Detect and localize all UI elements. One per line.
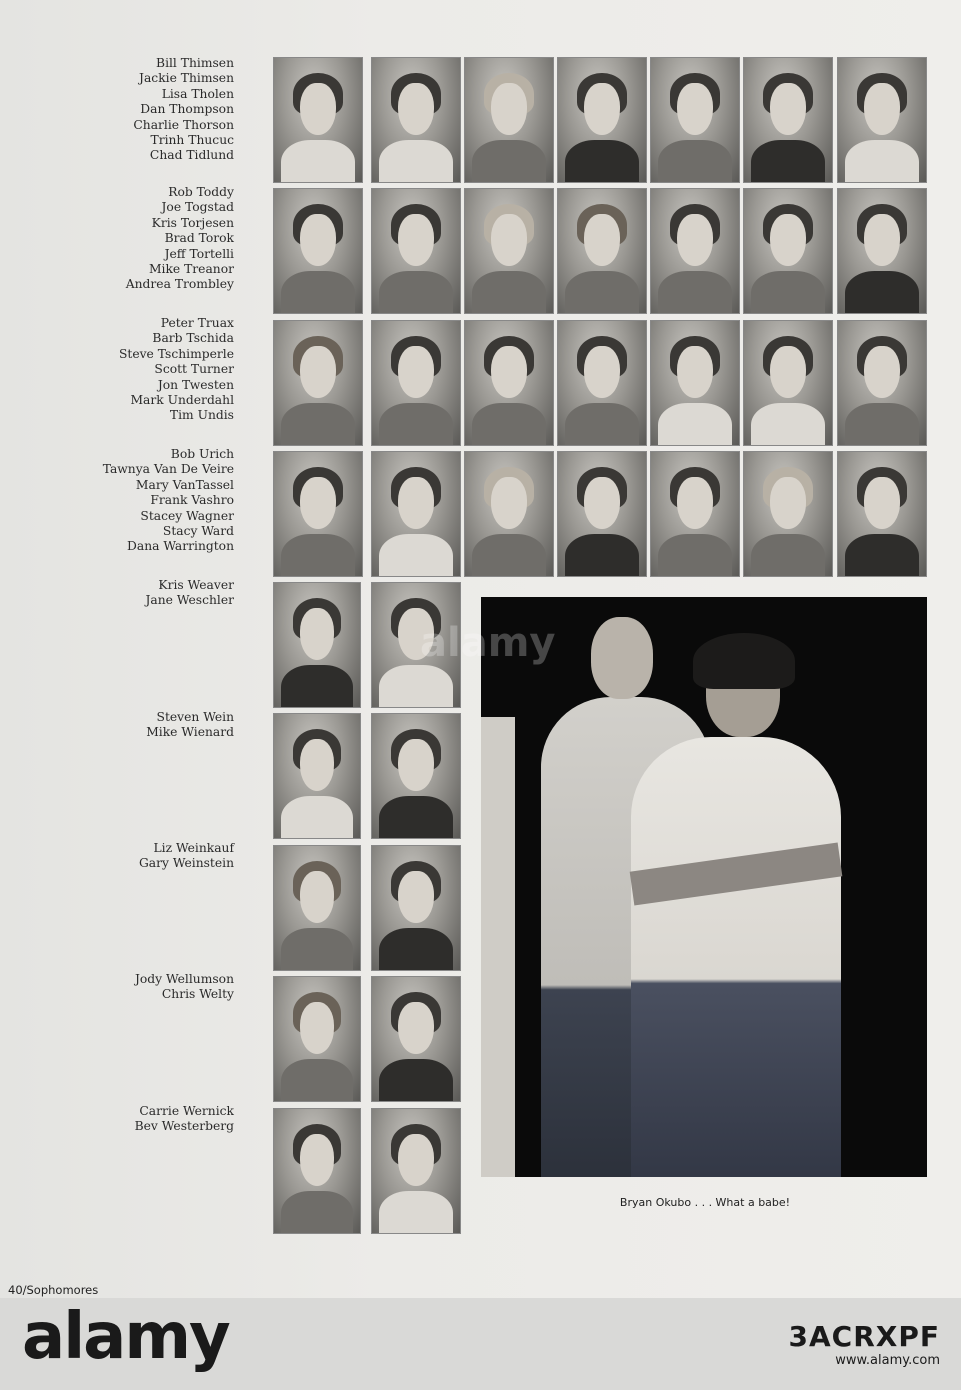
portrait-face [584,83,619,135]
portrait-body [845,534,919,577]
student-name: Rob Toddy [168,185,234,199]
portrait-body [281,271,355,314]
portrait-face [398,739,433,791]
student-name: Carrie Wernick [139,1104,234,1118]
student-name: Bob Urich [170,447,234,461]
student-portrait [273,451,363,577]
student-name: Lisa Tholen [161,86,234,101]
student-name: Mark Underdahl [130,393,234,408]
student-name: Chris Welty [161,987,234,1002]
portrait-body [379,665,453,708]
student-name: Steve Tschimperle [118,346,234,361]
student-portrait [464,57,554,183]
feature-photo [481,597,927,1177]
arm-silhouette [481,717,515,1177]
student-portrait [650,57,740,183]
portrait-body [845,403,919,446]
student-portrait [837,188,927,314]
student-name: Bev Westerberg [134,1119,234,1134]
student-portrait [837,57,927,183]
student-portrait [371,57,461,183]
student-name: Barb Tschida [152,331,234,346]
student-name: Mary VanTassel [135,477,234,492]
portrait-body [281,1059,353,1102]
student-name: Steven Wein [156,710,234,724]
portrait-face [300,871,334,923]
portrait-body [472,271,546,314]
portrait-face [677,214,712,266]
student-portrait [273,188,363,314]
name-group-1 [40,56,234,164]
portrait-body [751,271,825,314]
watermark-info [730,1320,940,1368]
student-name: Jeff Tortelli [164,246,234,261]
portrait-body [751,534,825,577]
portrait-face [677,346,712,398]
student-name: Mike Wienard [146,725,234,740]
portrait-body [281,796,353,839]
portrait-face [864,346,899,398]
portrait-body [565,140,639,183]
portrait-body [281,403,355,446]
portrait-face [300,608,334,660]
student-name: Stacey Wagner [140,508,234,523]
student-head [591,617,653,699]
student-name: Frank Vashro [150,493,234,508]
portrait-body [565,271,639,314]
portrait-body [379,928,453,971]
portrait-face [398,871,433,923]
portrait-body [658,271,732,314]
student-portrait [273,320,363,446]
name-group-9 [40,1104,234,1135]
portrait-body [658,534,732,577]
portrait-body [379,534,453,577]
portrait-face [491,83,526,135]
portrait-body [379,1059,453,1102]
portrait-face [300,1134,334,1186]
portrait-body [845,140,919,183]
portrait-body [281,1191,353,1234]
student-portrait [557,57,647,183]
portrait-face [398,214,433,266]
portrait-face [491,477,526,529]
portrait-face [584,346,619,398]
portrait-body [658,403,732,446]
student-name: Joe Togstad [161,200,234,215]
student-figure [631,737,841,1177]
portrait-body [472,403,546,446]
student-portrait [743,57,833,183]
portrait-face [770,83,805,135]
portrait-face [300,1002,334,1054]
portrait-face [677,83,712,135]
portrait-body [379,403,453,446]
student-portrait [650,451,740,577]
portrait-face [770,477,805,529]
portrait-face [398,1002,433,1054]
student-portrait [557,188,647,314]
portrait-body [472,534,546,577]
portrait-face [398,1134,433,1186]
portrait-face [864,83,899,135]
portrait-face [770,214,805,266]
portrait-face [300,214,335,266]
portrait-face [584,214,619,266]
portrait-body [565,403,639,446]
portrait-body [281,534,355,577]
portrait-body [379,271,453,314]
watermark-ghost: alamy [420,620,556,666]
name-group-6 [40,710,234,741]
student-portrait [371,188,461,314]
photo-caption: Bryan Okubo . . . What a babe! [619,1196,791,1209]
watermark-url: www.alamy.com [835,1353,940,1368]
student-name: Scott Turner [154,362,234,377]
student-name: Andrea Trombley [125,277,234,292]
student-portrait [371,1108,461,1234]
student-name: Brad Torok [164,231,234,246]
student-portrait [743,451,833,577]
student-portrait [464,320,554,446]
portrait-face [300,83,335,135]
portrait-body [281,665,353,708]
portrait-face [300,346,335,398]
student-name: Dan Thompson [140,102,234,117]
student-hair [693,633,795,689]
student-name: Mike Treanor [148,262,234,277]
student-portrait [273,713,361,839]
student-name: Stacy Ward [162,524,234,539]
portrait-body [845,271,919,314]
student-name: Liz Weinkauf [153,841,234,855]
portrait-face [398,346,433,398]
portrait-face [491,214,526,266]
portrait-face [300,477,335,529]
name-group-2 [40,185,234,293]
portrait-body [751,403,825,446]
student-name: Jody Wellumson [134,972,234,986]
student-portrait [650,320,740,446]
student-name: Dana Warrington [127,539,234,554]
portrait-body [472,140,546,183]
student-portrait [273,57,363,183]
student-portrait [464,188,554,314]
student-portrait [837,320,927,446]
portrait-body [281,928,353,971]
watermark-logo: alamy [22,1300,229,1374]
student-portrait [273,582,361,708]
portrait-body [379,140,453,183]
portrait-body [379,1191,453,1234]
portrait-face [677,477,712,529]
watermark-image-id: 3ACRXPF [788,1320,940,1353]
student-portrait [650,188,740,314]
student-portrait [273,976,361,1102]
student-name: Tawnya Van De Veire [102,462,234,477]
portrait-face [584,477,619,529]
student-name: Jane Weschler [145,593,234,608]
student-name: Trinh Thucuc [150,133,234,148]
name-group-4 [40,447,234,555]
student-portrait [371,845,461,971]
student-portrait [557,451,647,577]
name-group-5 [40,578,234,609]
student-portrait [743,320,833,446]
portrait-face [398,608,433,660]
student-name: Bill Thimsen [156,56,234,70]
portrait-body [281,140,355,183]
portrait-body [751,140,825,183]
student-portrait [371,713,461,839]
portrait-body [658,140,732,183]
name-group-8 [40,972,234,1003]
student-portrait [273,845,361,971]
student-portrait [371,451,461,577]
student-portrait [837,451,927,577]
portrait-face [864,214,899,266]
portrait-body [379,796,453,839]
portrait-face [770,346,805,398]
portrait-face [491,346,526,398]
portrait-face [864,477,899,529]
name-group-7 [40,841,234,872]
page-folio: 40/Sophomores [8,1283,99,1297]
student-name: Charlie Thorson [133,117,234,132]
student-name: Kris Torjesen [151,215,234,230]
portrait-face [300,739,334,791]
student-portrait [371,976,461,1102]
name-group-3 [40,316,234,424]
student-name: Gary Weinstein [138,856,234,871]
portrait-face [398,477,433,529]
student-portrait [371,320,461,446]
student-name: Chad Tidlund [149,148,234,163]
student-name: Kris Weaver [158,578,234,592]
student-name: Tim Undis [169,408,234,423]
student-portrait [743,188,833,314]
portrait-body [565,534,639,577]
student-portrait [557,320,647,446]
student-portrait [464,451,554,577]
student-portrait [273,1108,361,1234]
portrait-face [398,83,433,135]
student-name: Jon Twesten [157,377,234,392]
student-name: Peter Truax [160,316,234,330]
student-name: Jackie Thimsen [139,71,234,86]
student-portrait [371,582,461,708]
